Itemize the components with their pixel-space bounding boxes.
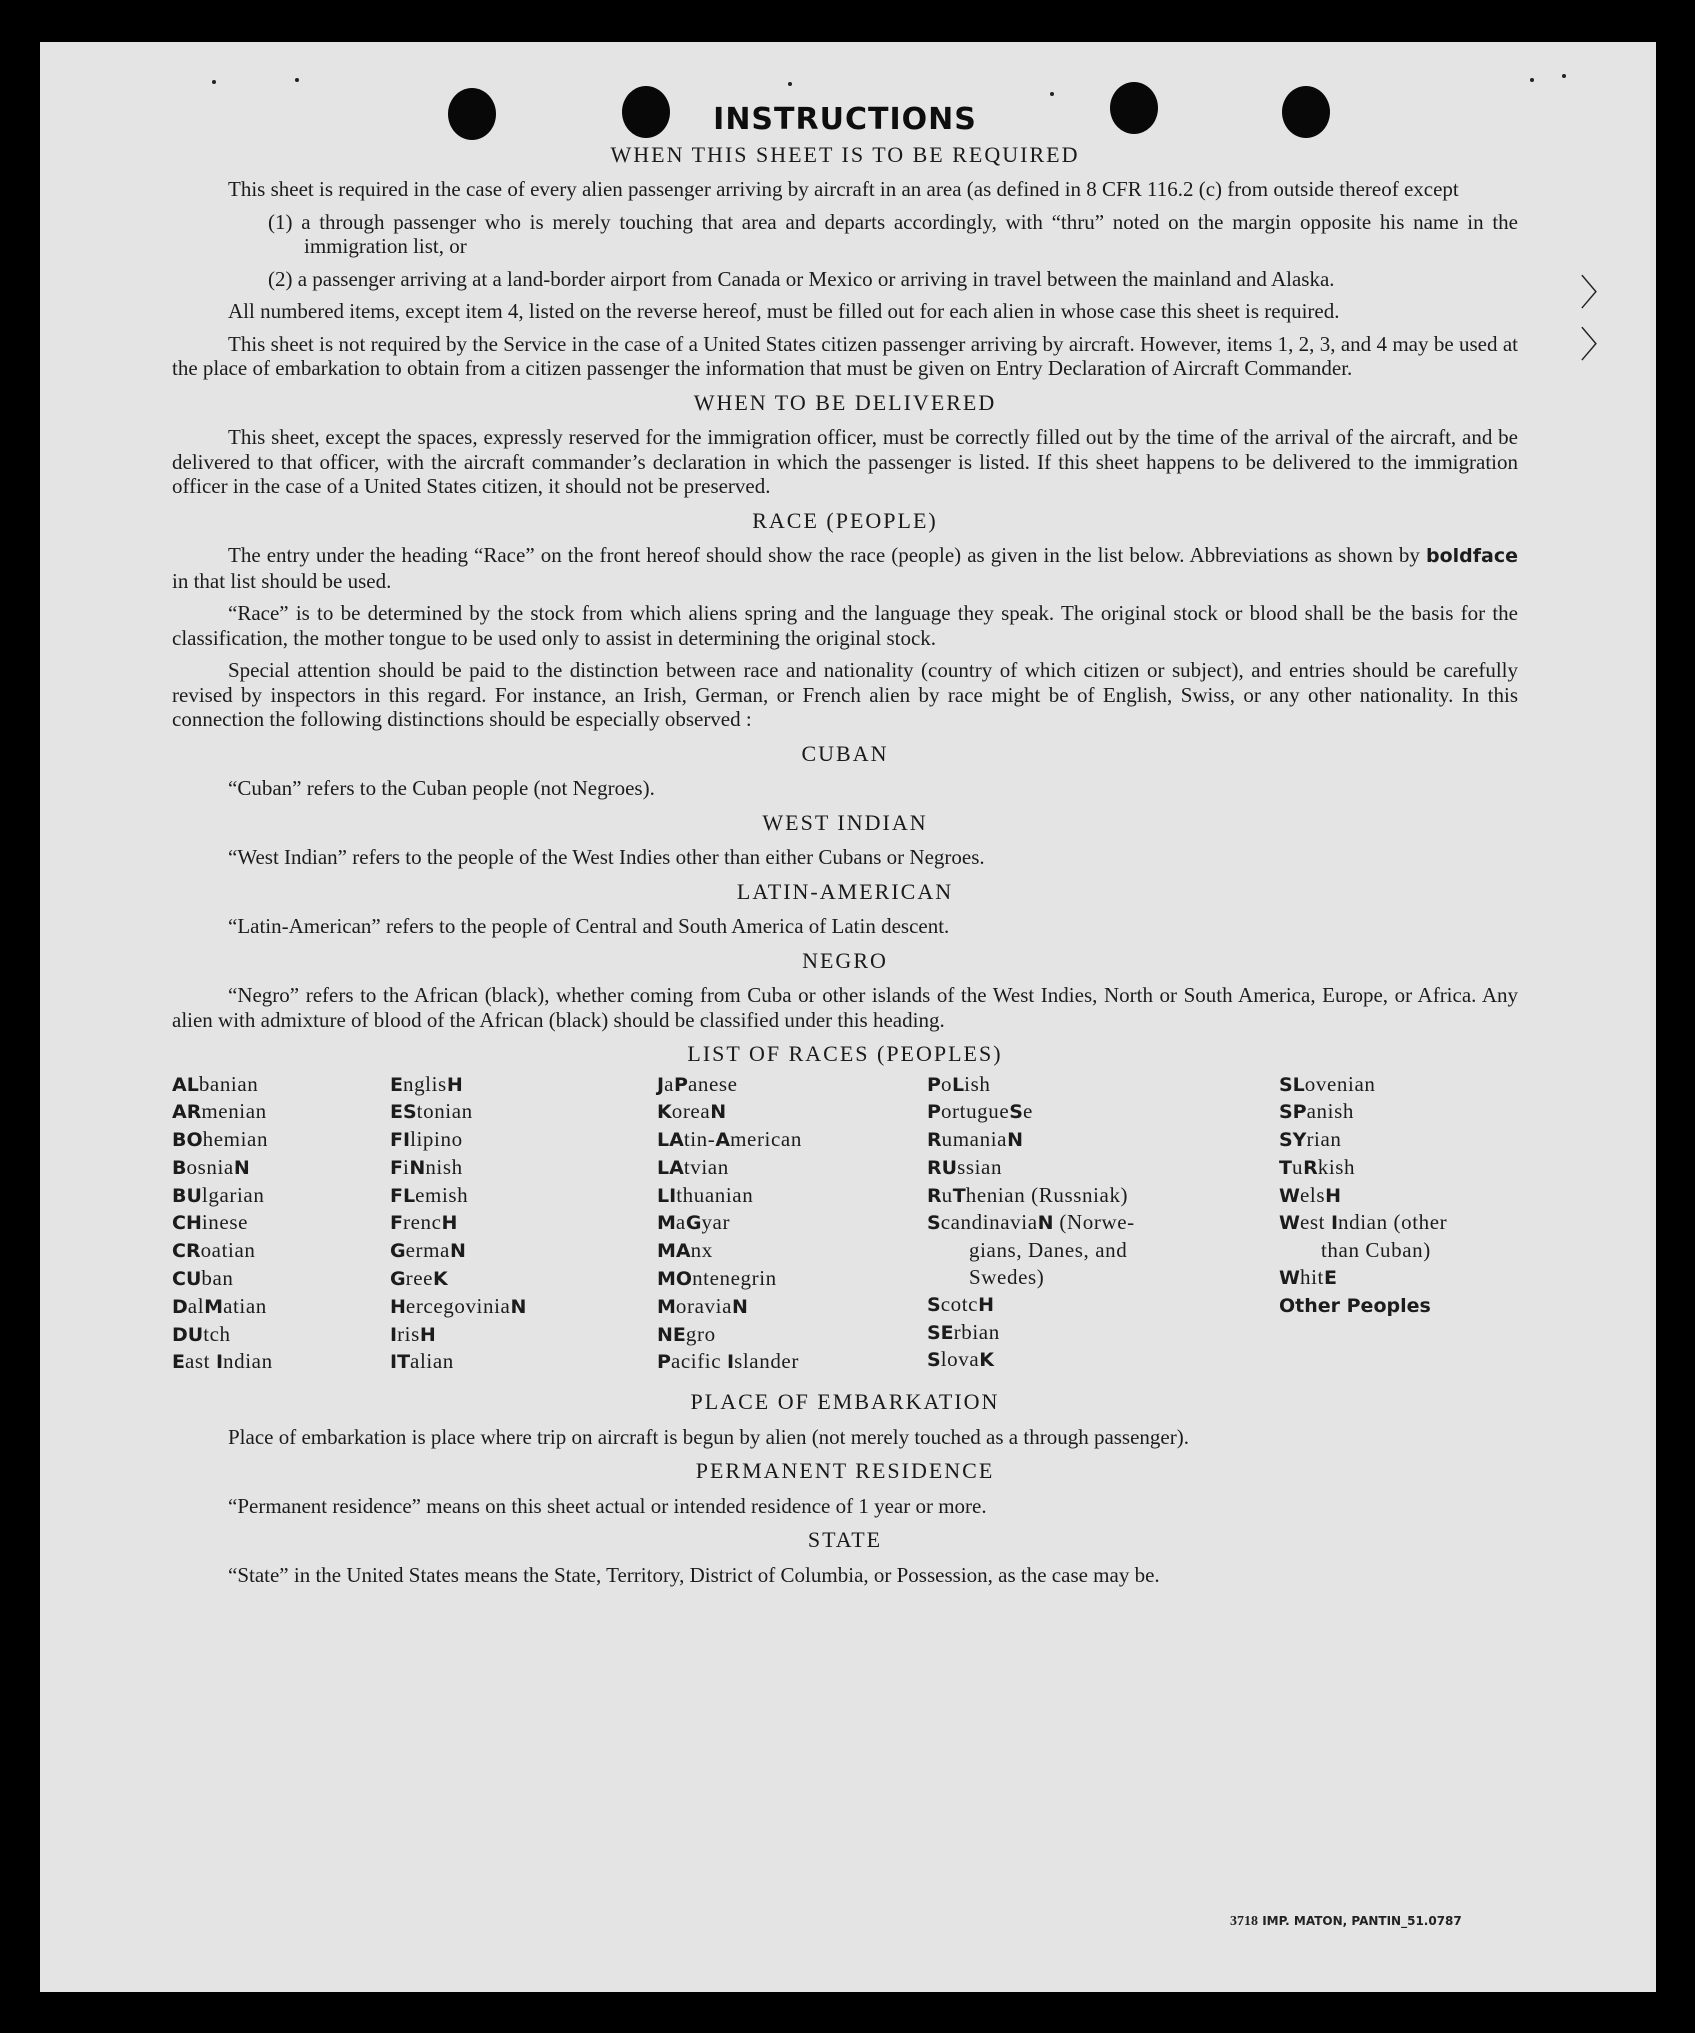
race-abbrev: E (172, 1351, 185, 1374)
race-abbrev: F (390, 1156, 403, 1179)
race-text: al (187, 1293, 205, 1318)
race-abbrev: N (732, 1295, 748, 1318)
race-entry (927, 1126, 1279, 1154)
race-entry (657, 1348, 927, 1376)
race-entry (390, 1098, 657, 1126)
race-text: gro (685, 1321, 716, 1346)
race-column (927, 1071, 1279, 1377)
race-text: cotc (940, 1291, 979, 1316)
race-text: hit (1299, 1265, 1324, 1290)
race-abbrev: LA (657, 1156, 684, 1179)
race-text: ris (397, 1321, 420, 1346)
race-text: e (1022, 1099, 1033, 1124)
race-text: kish (1317, 1154, 1356, 1179)
heading-race: RACE (PEOPLE) (752, 507, 938, 533)
paragraph: This sheet, except the spaces, expressly reserved for the immigration officer, must be correctly filled out by the time of the arrival of the aircraft, and be delivered to that officer, with the aircraft commander’s declaration in which the passenger is listed. If this sheet happens to be delivered to the immigration officer in the case of a United States citizen, it should not be preserved. (172, 425, 1518, 498)
race-entry (172, 1098, 390, 1126)
paragraph: “Negro” refers to the African (black), whether coming from Cuba or other islands of the West Indies, North or South America, Europe, or Africa. Any alien with admixture of blood of the African (black) should be classified under this heading. (172, 983, 1518, 1032)
heading-state: STATE (807, 1527, 883, 1553)
race-abbrev: N (1037, 1212, 1054, 1235)
race-text: osnia (186, 1154, 234, 1179)
list-item: (2) a passenger arriving at a land-border airport from Canada or Mexico or arriving in travel between the mainland and Alaska. (268, 266, 1335, 291)
race-text: tch (203, 1321, 231, 1346)
race-abbrev: N (1007, 1129, 1023, 1152)
race-abbrev: K (433, 1268, 448, 1291)
race-entry (927, 1319, 1279, 1347)
race-text: (Norwe- (1053, 1210, 1135, 1235)
race-entry (172, 1348, 390, 1376)
paragraph: Place of embarkation is place where trip on aircraft is begun by alien (not merely touched as a through passenger). (228, 1424, 1189, 1449)
race-abbrev: H (390, 1295, 406, 1318)
scan-speck (295, 78, 299, 82)
race-text: ban (201, 1266, 234, 1291)
heading-cuban: CUBAN (801, 740, 889, 766)
race-abbrev: L (952, 1073, 965, 1096)
heading-when-delivered: WHEN TO BE DELIVERED (693, 389, 997, 415)
race-abbrev: A (715, 1129, 731, 1152)
race-abbrev: P (927, 1073, 941, 1096)
race-entry (172, 1154, 390, 1182)
race-entry (1279, 1292, 1519, 1320)
race-text: menian (201, 1099, 267, 1124)
printer-imprint (1230, 1914, 1462, 1930)
race-abbrev: RU (927, 1156, 958, 1179)
page-title: INSTRUCTIONS (713, 102, 977, 137)
race-abbrev: K (657, 1101, 672, 1124)
race-entry (172, 1126, 390, 1154)
heading-residence: PERMANENT RESIDENCE (695, 1458, 995, 1484)
race-abbrev: G (390, 1268, 406, 1291)
heading-when-required: WHEN THIS SHEET IS TO BE REQUIRED (610, 141, 1080, 167)
race-entry (657, 1071, 927, 1099)
imprint-text: IMP. MATON, PANTIN_51.0787 (1262, 1914, 1462, 1928)
race-abbrev: AR (172, 1101, 202, 1124)
race-abbrev: SL (1279, 1073, 1305, 1096)
race-text: henian (Russniak) (965, 1182, 1129, 1207)
race-text: oravia (675, 1293, 732, 1318)
race-entry (657, 1154, 927, 1182)
race-entry (390, 1209, 657, 1237)
race-abbrev: E (1323, 1267, 1337, 1290)
race-abbrev: NE (657, 1323, 686, 1346)
margin-mark: 〉 〉 (1579, 273, 1616, 365)
race-entry (657, 1126, 927, 1154)
race-text: lgarian (201, 1182, 265, 1207)
race-text: banian (198, 1071, 259, 1096)
race-abbrev: S (927, 1349, 941, 1372)
race-abbrev: FI (390, 1129, 411, 1152)
race-text: thuanian (676, 1182, 754, 1207)
race-abbrev: P (927, 1101, 941, 1124)
race-abbrev: H (441, 1212, 458, 1235)
race-entry (1279, 1098, 1519, 1126)
race-entry (172, 1321, 390, 1349)
race-abbrev: J (657, 1073, 665, 1096)
race-entry (390, 1126, 657, 1154)
race-abbrev: P (674, 1073, 688, 1096)
race-abbrev: SY (1279, 1129, 1307, 1152)
race-entry (390, 1237, 657, 1265)
race-column (390, 1071, 657, 1377)
heading-negro: NEGRO (802, 947, 888, 973)
race-text: gians, Danes, and (969, 1238, 1128, 1263)
race-text: acific (670, 1349, 728, 1374)
race-text: a (675, 1210, 686, 1235)
race-abbrev: DU (172, 1323, 204, 1346)
race-abbrev: MO (657, 1268, 693, 1291)
race-entry (390, 1265, 657, 1293)
paragraph: “Permanent residence” means on this sheet actual or intended residence of 1 year or more. (228, 1493, 987, 1518)
paragraph: “Cuban” refers to the Cuban people (not Negroes). (228, 776, 655, 800)
race-abbrev: G (685, 1212, 702, 1235)
race-text: anish (1306, 1099, 1354, 1124)
paragraph: “Latin-American” refers to the people of Central and South America of Latin descent. (228, 914, 950, 938)
race-entry (657, 1209, 927, 1237)
race-text: ish (964, 1071, 991, 1096)
race-abbrev: SP (1279, 1101, 1307, 1124)
paragraph: “Race” is to be determined by the stock from which aliens spring and the language they speak. The original stock or blood shall be the basis for the classification, the mother tongue to be used only to assist in determining the original stock. (172, 601, 1518, 650)
race-text: ntenegrin (692, 1266, 777, 1291)
heading-embarkation: PLACE OF EMBARKATION (690, 1389, 1000, 1415)
race-abbrev: N (449, 1240, 466, 1263)
race-text: tvian (683, 1154, 729, 1179)
race-entry (390, 1348, 657, 1376)
race-entry (390, 1071, 657, 1099)
race-abbrev: D (172, 1295, 188, 1318)
paragraph: “State” in the United States means the State, Territory, District of Columbia, or Possession, as the case may be. (228, 1562, 1160, 1587)
race-entry (927, 1071, 1279, 1099)
race-text: anese (687, 1071, 738, 1096)
race-column (172, 1071, 390, 1377)
race-abbrev: IT (390, 1351, 411, 1374)
race-entry (1279, 1126, 1519, 1154)
race-text: oatian (200, 1238, 256, 1263)
race-abbrev: P (657, 1351, 671, 1374)
race-text: umania (941, 1127, 1008, 1152)
race-entry (657, 1098, 927, 1126)
race-text: ndian (223, 1349, 273, 1374)
race-abbrev: N (233, 1156, 250, 1179)
race-abbrev: FL (390, 1184, 416, 1207)
race-abbrev: E (390, 1073, 403, 1096)
race-abbrev: M (204, 1295, 224, 1318)
scan-speck (1050, 92, 1054, 96)
race-entry (1279, 1071, 1519, 1099)
paragraph: Special attention should be paid to the distinction between race and nationality (country of which citizen or subject), and entries should be carefully revised by inspectors in this regard. For instance, an Irish, German, or French alien by race might be of English, Swiss, or any other nationality. In this connection the following distinctions should be especially observed : (172, 658, 1518, 731)
race-text: orea (671, 1099, 711, 1124)
race-text: atian (223, 1293, 267, 1318)
scan-speck (1530, 78, 1534, 82)
race-abbrev: I (1330, 1212, 1339, 1235)
race-abbrev: BU (172, 1184, 202, 1207)
race-entry (927, 1346, 1279, 1374)
race-column (1279, 1071, 1519, 1377)
text-run: in that list should be used. (172, 568, 392, 593)
race-abbrev: CH (172, 1212, 202, 1235)
race-abbrev: S (927, 1293, 941, 1316)
race-abbrev: W (1279, 1267, 1300, 1290)
race-abbrev: LA (657, 1129, 684, 1152)
race-abbrev: W (1279, 1212, 1300, 1235)
race-abbrev: BO (172, 1129, 203, 1152)
race-text: erma (405, 1238, 450, 1263)
race-abbrev: F (390, 1212, 403, 1235)
race-entry (1279, 1182, 1519, 1210)
race-entry (172, 1265, 390, 1293)
race-abbrev: AL (172, 1073, 199, 1096)
race-entry (390, 1182, 657, 1210)
race-entry (172, 1209, 390, 1237)
race-abbrev: H (1325, 1184, 1342, 1207)
race-abbrev: CR (172, 1240, 201, 1263)
race-abbrev: R (1303, 1156, 1318, 1179)
text-run: The entry under the heading “Race” on the front hereof should show the race (people) as given in the list below. Abbreviations as shown by (228, 543, 1420, 567)
race-text: u (941, 1182, 953, 1207)
race-abbrev: M (657, 1212, 676, 1235)
race-text: u (1291, 1154, 1304, 1179)
race-text: ssian (957, 1154, 1003, 1179)
race-entry (172, 1071, 390, 1099)
scan-speck (212, 80, 216, 84)
race-entry (1279, 1154, 1519, 1182)
list-item: (1) a through passenger who is merely touching that area and departs accordingly, with “thru” noted on the margin opposite his name in the immigration list, or (268, 209, 1518, 258)
race-entry (927, 1154, 1279, 1182)
race-list (172, 1071, 1518, 1377)
race-abbrev: G (390, 1240, 406, 1263)
paragraph (172, 543, 1518, 593)
race-entry (1279, 1264, 1519, 1292)
race-text: els (1299, 1182, 1326, 1207)
race-entry (927, 1237, 1279, 1264)
race-abbrev: R (927, 1129, 942, 1152)
race-text: alian (410, 1349, 454, 1374)
race-text: i (402, 1154, 410, 1179)
race-entry (1279, 1237, 1519, 1264)
instructions-body (172, 102, 1519, 1595)
heading-list-of-races: LIST OF RACES (PEOPLES) (687, 1041, 1003, 1066)
race-abbrev: H (446, 1073, 463, 1096)
race-text: than Cuban) (1321, 1238, 1431, 1263)
paragraph: This sheet is required in the case of every alien passenger arriving by aircraft in an area (as defined in 8 CFR 116.2 (c) from outside thereof except (228, 177, 1459, 201)
race-entry (390, 1154, 657, 1182)
scan-speck (1562, 74, 1566, 78)
race-abbrev: LI (657, 1184, 677, 1207)
race-entry (927, 1098, 1279, 1126)
race-text: o (940, 1071, 953, 1096)
race-entry (657, 1237, 927, 1265)
race-entry (1279, 1209, 1519, 1237)
race-abbrev: S (1009, 1101, 1023, 1124)
race-abbrev: B (172, 1156, 187, 1179)
race-text: emish (415, 1182, 469, 1207)
heading-west-indian: WEST INDIAN (762, 809, 928, 835)
race-text: rian (1306, 1127, 1342, 1152)
document-sheet (40, 42, 1656, 1992)
race-text: nglis (402, 1071, 447, 1096)
race-entry (927, 1182, 1279, 1210)
race-text: tin- (683, 1127, 716, 1152)
race-entry (172, 1182, 390, 1210)
race-text: hemian (202, 1127, 269, 1152)
race-entry (657, 1182, 927, 1210)
race-abbrev: H (419, 1323, 436, 1346)
race-text: Swedes) (969, 1265, 1045, 1290)
race-text: rbian (953, 1319, 1000, 1344)
race-abbrev: Other Peoples (1279, 1294, 1431, 1317)
boldface-word: boldface (1426, 545, 1519, 567)
race-abbrev: N (409, 1156, 426, 1179)
race-abbrev: K (979, 1349, 994, 1372)
race-abbrev: I (727, 1351, 735, 1374)
race-abbrev: T (1279, 1156, 1292, 1179)
race-entry (657, 1321, 927, 1349)
race-text: nish (425, 1154, 463, 1179)
race-text: ndian (other (1338, 1210, 1448, 1235)
race-abbrev: H (978, 1293, 994, 1316)
scan-speck (788, 82, 792, 86)
race-text: a (664, 1071, 674, 1096)
race-text: ast (184, 1349, 216, 1374)
race-text: lova (940, 1347, 980, 1372)
race-entry (927, 1291, 1279, 1319)
race-entry (657, 1293, 927, 1321)
race-column (657, 1071, 927, 1377)
form-number: 3718 (1230, 1914, 1258, 1929)
race-abbrev: CU (172, 1268, 202, 1291)
race-entry (172, 1237, 390, 1265)
race-entry (657, 1265, 927, 1293)
race-abbrev: SE (927, 1321, 954, 1344)
race-entry (927, 1264, 1279, 1291)
race-abbrev: ES (390, 1101, 417, 1124)
race-abbrev: W (1279, 1184, 1300, 1207)
race-entry (927, 1209, 1279, 1237)
race-abbrev: N (510, 1295, 527, 1318)
race-abbrev: S (927, 1212, 941, 1235)
race-text: renc (402, 1210, 442, 1235)
race-entry (390, 1293, 657, 1321)
heading-latin-american: LATIN-AMERICAN (736, 878, 954, 904)
race-abbrev: T (952, 1184, 966, 1207)
race-abbrev: N (710, 1101, 727, 1124)
race-text: lipino (410, 1127, 463, 1152)
race-abbrev: M (657, 1295, 676, 1318)
race-entry (172, 1293, 390, 1321)
paragraph: All numbered items, except item 4, listed on the reverse hereof, must be filled out for each alien in whose case this sheet is required. (228, 299, 1340, 323)
race-abbrev: MA (657, 1240, 691, 1263)
race-text: inese (201, 1210, 249, 1235)
race-text: ortugue (940, 1099, 1010, 1124)
paragraph: This sheet is not required by the Service in the case of a United States citizen passenger arriving by aircraft. However, items 1, 2, 3, and 4 may be used at the place of embarkation to obtain from a citizen passenger the information that must be given on Entry Declaration of Aircraft Commander. (172, 331, 1518, 380)
race-entry (390, 1321, 657, 1349)
race-text: ree (405, 1266, 434, 1291)
race-text: merican (730, 1127, 802, 1152)
race-abbrev: I (215, 1351, 224, 1374)
race-abbrev: R (927, 1184, 942, 1207)
race-text: nx (690, 1238, 713, 1263)
paragraph: “West Indian” refers to the people of the West Indies other than either Cubans or Negroes. (228, 845, 985, 869)
race-text: est (1299, 1210, 1331, 1235)
race-text: ovenian (1304, 1071, 1376, 1096)
race-text: tonian (416, 1099, 473, 1124)
race-text: ercegovinia (405, 1293, 511, 1318)
race-text: yar (701, 1210, 731, 1235)
race-abbrev: I (390, 1323, 398, 1346)
race-text: slander (734, 1349, 799, 1374)
race-text: candinavia (940, 1210, 1038, 1235)
